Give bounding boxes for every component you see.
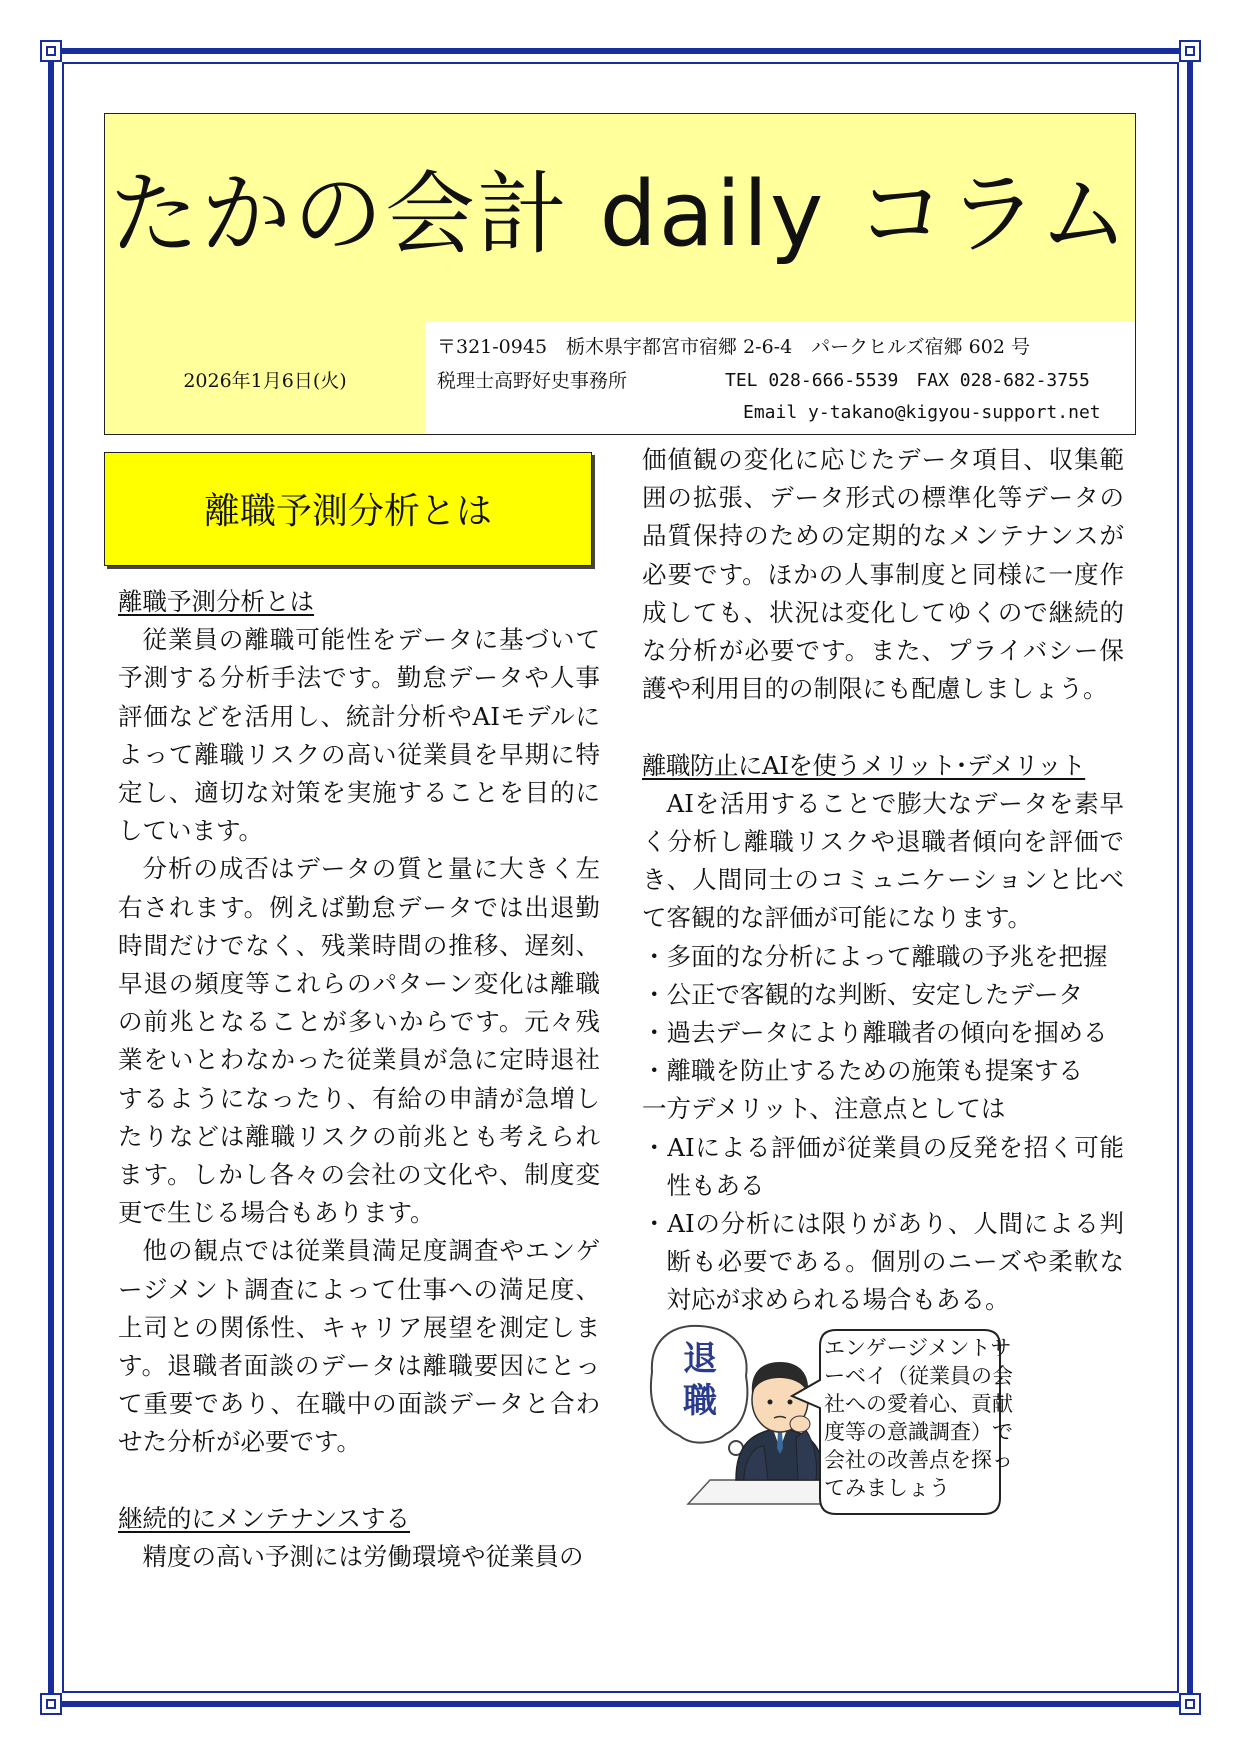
- illustration: [640, 1320, 1130, 1520]
- paragraph: 価値観の変化に応じたデータ項目、収集範囲の拡張、データ形式の標準化等データの品質保持のための定期的なメンテナンスが必要です。ほかの人事制度と同様に一度作成しても、状況は変化してゆくので継続的な分析が必要です。また、プライバシー保護や利用目的の制限にも配慮しましょう。: [642, 445, 1124, 704]
- left-column: [118, 583, 600, 1576]
- section-heading: 離職予測分析とは: [118, 587, 314, 616]
- paragraph-gap: [118, 1462, 600, 1500]
- office-phone-fax: TEL 028-666-5539 FAX 028-682-3755: [725, 370, 1090, 391]
- thought-char-2: 職: [683, 1381, 717, 1421]
- section-heading: 継続的にメンテナンスする: [118, 1503, 411, 1533]
- office-name: 税理士高野好史事務所: [437, 370, 628, 392]
- corner-ornament-bottom-right: [1179, 1693, 1201, 1715]
- article-title: 離職予測分析とは: [203, 491, 492, 532]
- bubble-line: 社への愛着心、貢献: [824, 1392, 1013, 1416]
- bubble-line: 会社の改善点を探っ: [824, 1448, 1013, 1472]
- bullet-item: ・過去データにより離職者の傾向を掴める: [642, 1018, 1108, 1048]
- office-email: Email y-takano@kigyou-support.net: [743, 402, 1101, 423]
- issue-date: 2026年1月6日(火): [183, 370, 347, 392]
- office-address: 〒321-0945 栃木県宇都宮市宿郷 2-6-4 パークヒルズ宿郷 602 号: [437, 336, 1030, 358]
- section-heading: 離職防止にAIを使うメリット･デメリット: [642, 750, 1086, 780]
- bullet-item: ・公正で客観的な判断、安定したデータ: [642, 979, 1083, 1009]
- bubble-line: ーベイ（従業員の会: [824, 1364, 1013, 1388]
- paragraph: 他の観点では従業員満足度調査やエンゲージメント調査によって仕事への満足度、上司との関係性、キャリア展望を測定します。退職者面談のデータは離職要因にとって重要であり、在職中の面談データと合わせた分析が必要です。: [118, 1236, 600, 1457]
- corner-ornament-top-left: [40, 40, 62, 62]
- paragraph: 一方デメリット、注意点としては: [642, 1094, 1006, 1124]
- right-column: [642, 441, 1124, 1320]
- bubble-line: てみましょう: [824, 1476, 950, 1500]
- paragraph: 従業員の離職可能性をデータに基づいて予測する分析手法です。勤怠データや人事評価などを活用し、統計分析やAIモデルによって離職リスクの高い従業員を早期に特定し、適切な対策を実施することを目的にしています。: [118, 625, 600, 846]
- right-arm: [796, 1430, 817, 1480]
- bullet-item: ・AIによる評価が従業員の反発を招く可能性もある: [642, 1132, 1124, 1200]
- right-eye: [788, 1400, 793, 1405]
- header-title-area: [105, 114, 1135, 323]
- paragraph: AIを活用することで膨大なデータを素早く分析し離職リスクや退職者傾向を評価でき、人間同士のコミュニケーションと比べて客観的な評価が可能になります。: [642, 788, 1124, 933]
- hand-on-chin: [790, 1416, 810, 1432]
- header-box: [104, 113, 1136, 435]
- corner-ornament-top-right: [1179, 40, 1201, 62]
- left-eye: [768, 1400, 773, 1405]
- header-date-cell: [105, 322, 426, 434]
- header-contact-cell: [425, 322, 1135, 434]
- paragraph-gap: [642, 708, 1124, 746]
- bullet-item: ・離職を防止するための施策も提案する: [642, 1056, 1083, 1086]
- article-title-box: [104, 452, 592, 566]
- bubble-text: [824, 1334, 1013, 1502]
- paragraph: 精度の高い予測には労働環境や従業員の: [142, 1542, 584, 1572]
- bubble-line: 度等の意識調査）で: [824, 1420, 1013, 1444]
- page-title: たかの会計 daily コラム: [109, 162, 1131, 267]
- bullet-item: ・多面的な分析によって離職の予兆を把握: [642, 941, 1108, 971]
- paragraph: 分析の成否はデータの質と量に大きく左右されます。例えば勤怠データでは出退勤時間だけでなく、残業時間の推移、遅刻、早退の頻度等これらのパターン変化は離職の前兆となることが多いからです。元々残業をいとわなかった従業員が急に定時退社するようになったり、有給の申請が急増したりなどは離職リスクの前兆とも考えられます。しかし各々の会社の文化や、制度変更で生じる場合もあります。: [118, 854, 600, 1228]
- corner-ornament-bottom-left: [40, 1693, 62, 1715]
- bubble-line: エンゲージメントサ: [824, 1336, 1012, 1360]
- bullet-item: ・AIの分析には限りがあり、人間による判断も必要である。個別のニーズや柔軟な対応が求められる場合もある。: [642, 1209, 1124, 1315]
- thought-char-1: 退: [683, 1339, 717, 1379]
